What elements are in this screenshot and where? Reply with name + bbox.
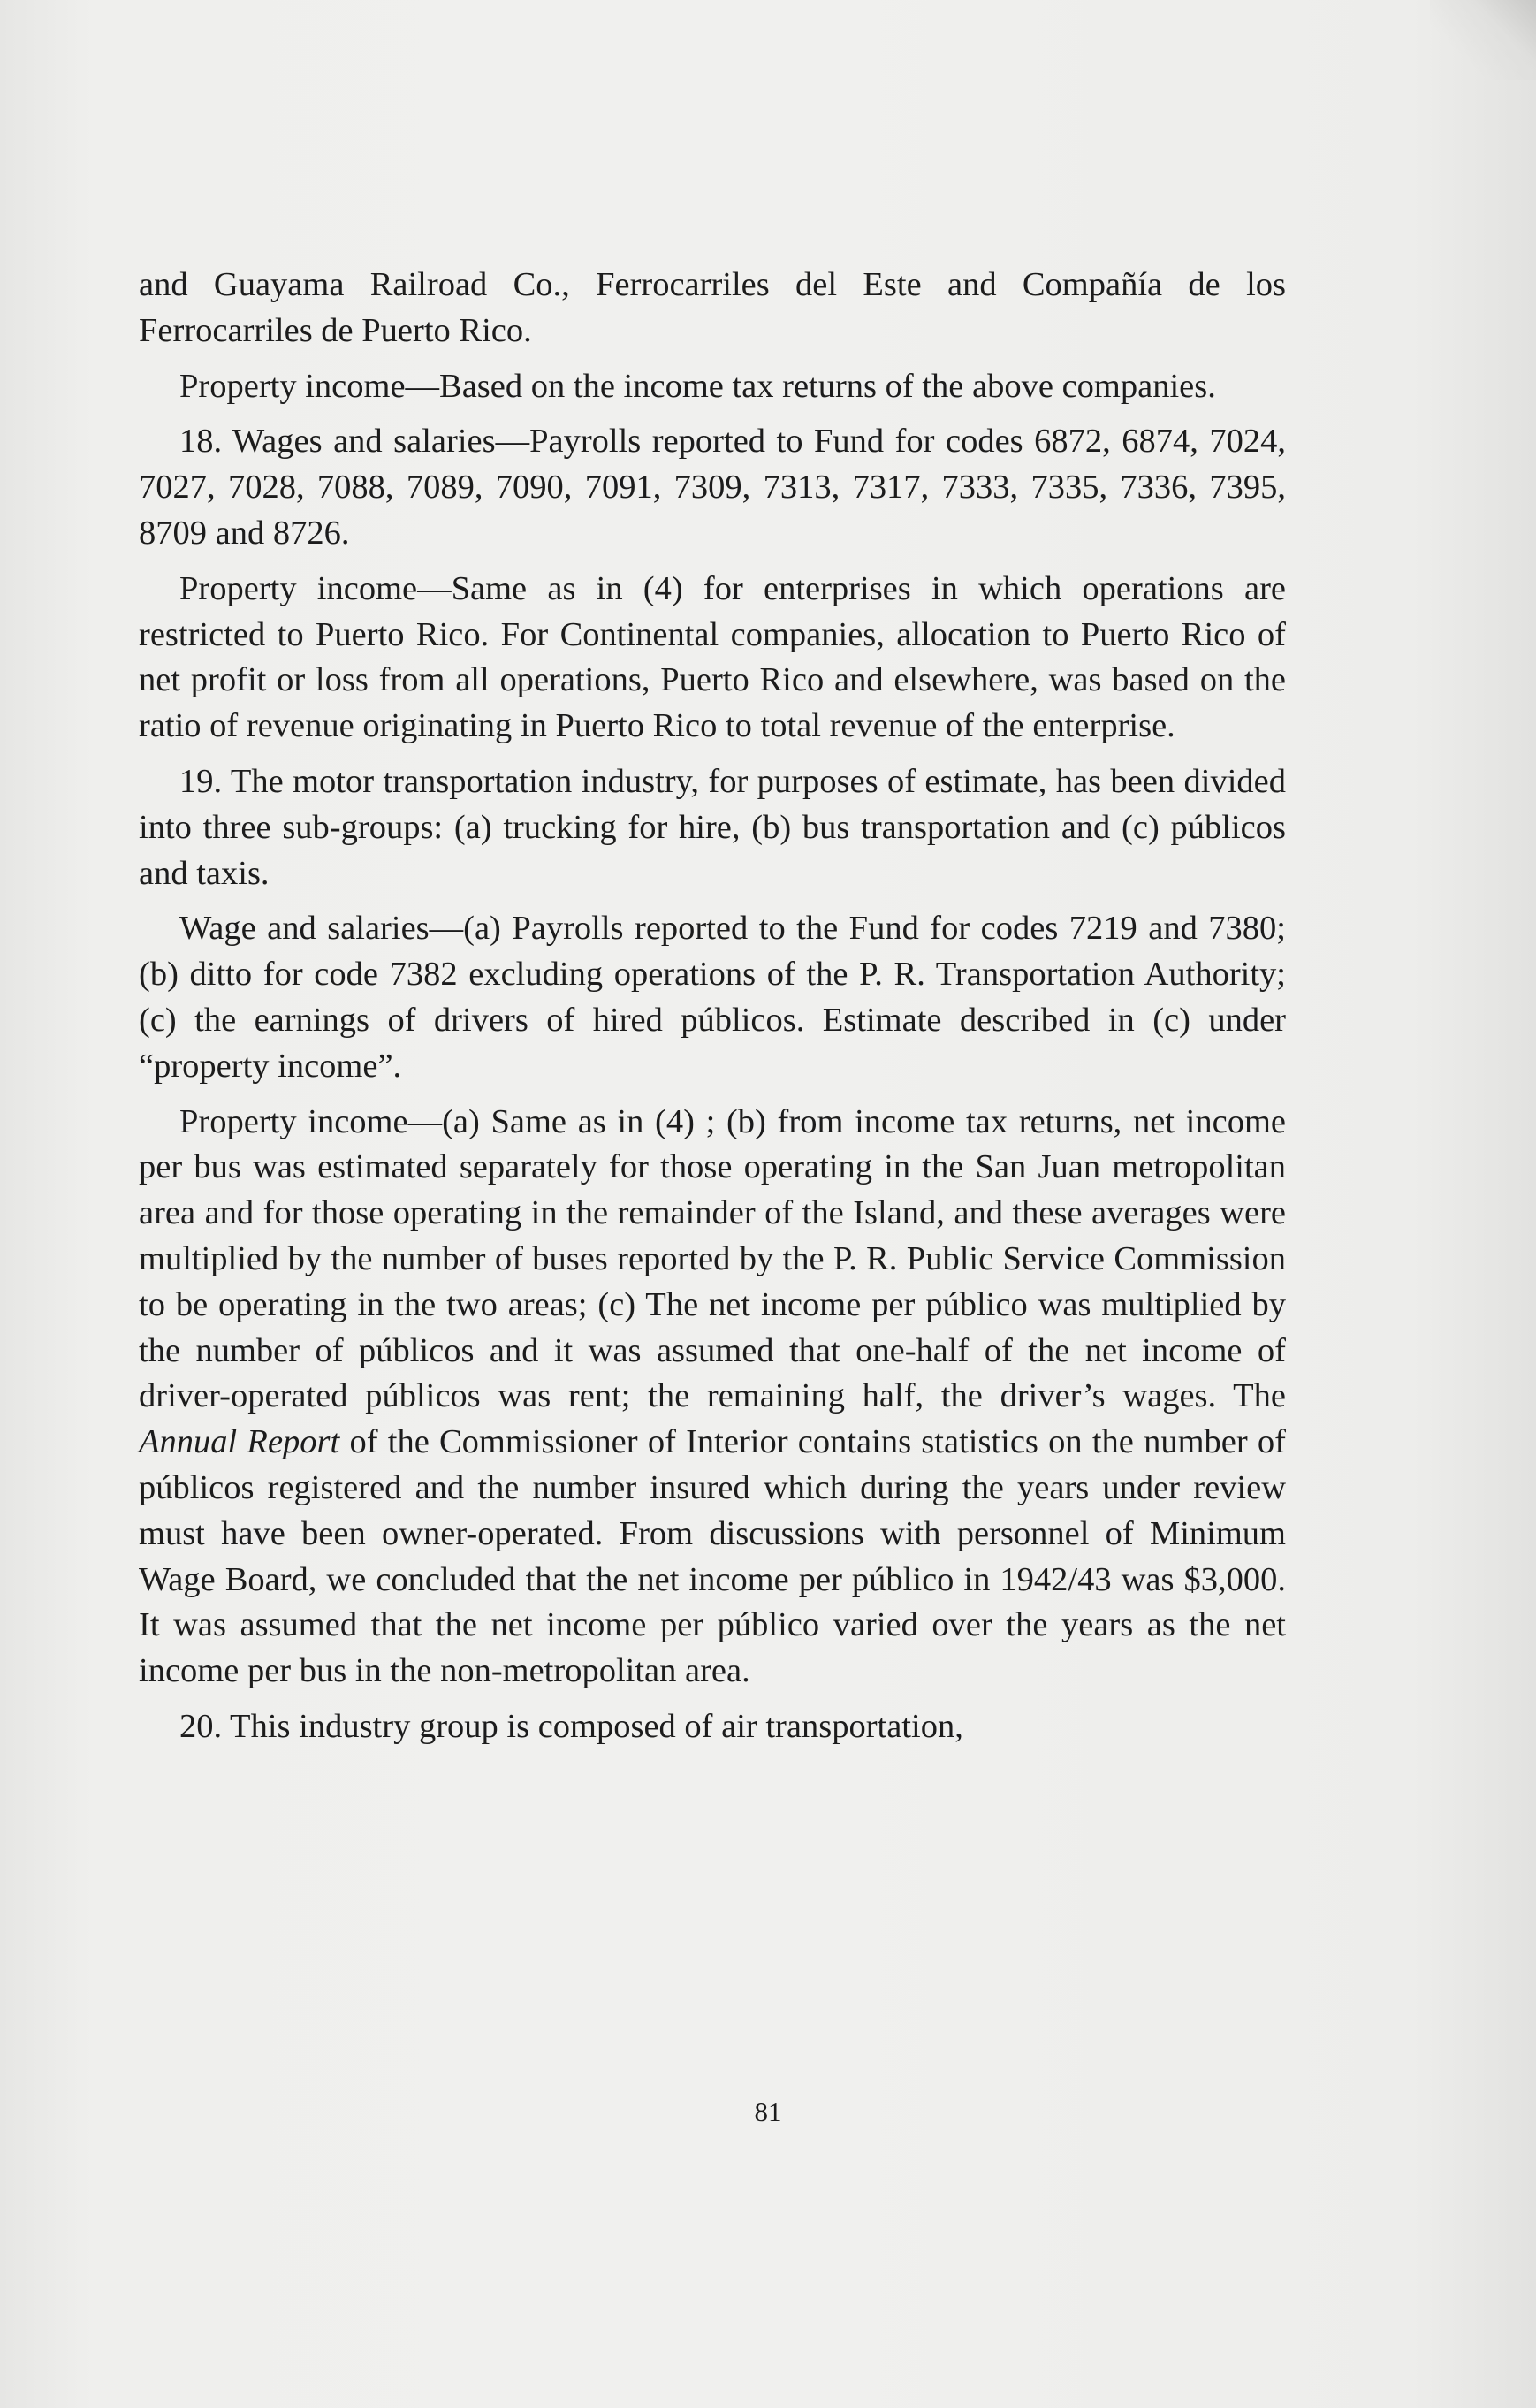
- paragraph-property-income-railroads: Property income—Based on the income tax returns of the above companies.: [179, 367, 1216, 405]
- annual-report-title: Annual Report: [139, 1423, 340, 1461]
- paragraph-18-wages-salaries: 18. Wages and salaries—Payrolls reported to Fund for codes 6872, 6874, 7024, 7027, 7028, 7088, 7089, 7090, 7091, 7309, 7313, 7317, 7333, 7335, 7336, 7395, 8709 and 8726.: [139, 423, 1286, 552]
- paragraph-railroad-companies: and Guayama Railroad Co., Ferrocarriles del Este and Compañía de los Ferrocarriles de Puerto Rico.: [139, 266, 1286, 349]
- property-income-text-start: Property income—(a) Same as in (4) ; (b) from income tax returns, net income per bus was estimated separately for those operating in the San Juan metropolitan area and for those operating in the remainder of the Island, and these averages were multiplied by the number of buses reported by the P. R. Public Service Commission to be operating in the two areas; (c) The net income per público was multiplied by the number of públicos and it was assumed that one-half of the net income of driver-operated públicos was rent; the remaining half, the driver’s wages. The: [139, 1102, 1286, 1415]
- body-text: [139, 263, 1286, 1760]
- paragraph-wage-and-salaries: Wage and salaries—(a) Payrolls reported to the Fund for codes 7219 and 7380; (b) ditto for code 7382 excluding operations of the P. R. Transportation Authority; (c) the earnings of drivers of hired públicos. Estimate described in (c) under “property income”.: [139, 910, 1286, 1085]
- paragraph-property-income-motor: [139, 1100, 1286, 1695]
- property-income-text-end: of the Commissioner of Interior contains statistics on the number of públicos registered and the number insured which during the years under review must have been owner-operated. From discussions with personnel of Minimum Wage Board, we concluded that the net income per público in 1942/43 was $3,000. It was assumed that the net income per público varied over the years as the net income per bus in the non-metropolitan area.: [139, 1423, 1286, 1690]
- paragraph-20-industry-group: 20. This industry group is composed of air transportation,: [179, 1707, 963, 1745]
- page-corner-shadow: [1430, 0, 1536, 80]
- paragraph-19-motor-transportation: 19. The motor transportation industry, for purposes of estimate, has been divided into three sub-groups: (a) trucking for hire, (b) bus transportation and (c) públicos and taxis.: [139, 762, 1286, 892]
- page-number: 81: [754, 2096, 782, 2127]
- paragraph-property-income-continental: Property income—Same as in (4) for enterprises in which operations are restricted to Puerto Rico. For Continental companies, allocation to Puerto Rico of net profit or loss from all operations, Puerto Rico and elsewhere, was based on the ratio of revenue originating in Puerto Rico to total revenue of the enterprise.: [139, 569, 1286, 745]
